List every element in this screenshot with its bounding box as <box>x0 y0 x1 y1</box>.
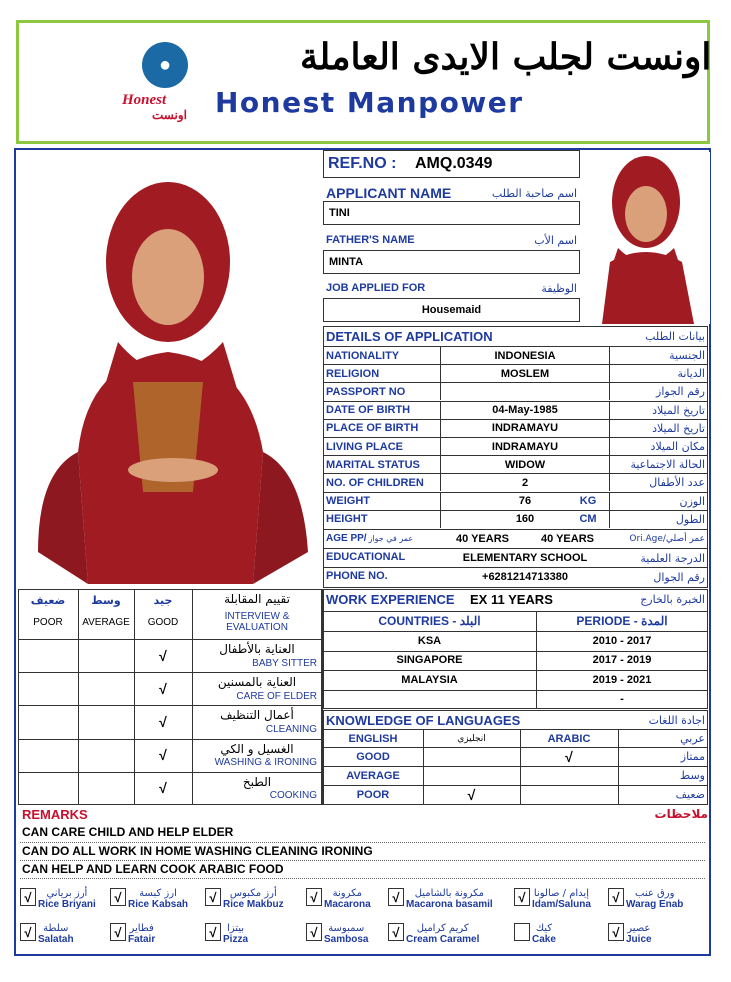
average-header-ar: وسط <box>91 593 121 607</box>
food-item <box>205 923 248 945</box>
detail-value: 2 <box>440 473 610 491</box>
food-label <box>324 923 368 945</box>
remark-divider <box>20 842 705 843</box>
detail-value: 76 <box>440 492 610 510</box>
detail-label: NATIONALITY <box>323 346 440 364</box>
remark-line-3: CAN HELP AND LEARN COOK ARABIC FOOD <box>22 862 284 876</box>
food-checkbox[interactable]: √ <box>388 888 404 906</box>
arabic-mark <box>520 766 618 785</box>
detail-label: PASSPORT NO <box>323 382 440 400</box>
food-item <box>608 888 683 910</box>
poor-header-ar: ضعيف <box>30 593 66 607</box>
applicant-name-label: APPLICANT NAME <box>326 185 452 201</box>
english-header-ar: انجليزي <box>457 733 486 744</box>
food-label-en: Macarona <box>324 899 371 910</box>
age-original-value: 40 YEARS <box>541 533 594 545</box>
remark-divider <box>20 878 705 879</box>
detail-value: 04-May-1985 <box>440 401 610 419</box>
food-item <box>608 923 652 945</box>
interview-header: INTERVIEW & EVALUATION <box>224 611 290 633</box>
food-label <box>626 888 683 910</box>
age-label: AGE PP/ عمر في جواز <box>326 532 414 544</box>
food-item <box>514 923 556 945</box>
experience-country: KSA <box>417 634 442 647</box>
food-label-ar: ارز كبسة <box>139 888 177 899</box>
title-arabic: اونست لجلب الايدى العاملة <box>300 36 712 78</box>
detail-label: WEIGHT <box>323 492 440 510</box>
details-label-ar: بيانات الطلب <box>645 329 705 343</box>
english-mark <box>423 747 520 766</box>
applicant-name-value: TINI <box>329 207 350 219</box>
detail-label: MARITAL STATUS <box>323 455 440 473</box>
food-label-en: Rice Makbuz <box>223 899 284 910</box>
skill-label: BABY SITTER <box>252 657 317 669</box>
detail-label-ar: تاريخ الميلاد <box>610 419 708 437</box>
good-header: GOOD <box>147 616 179 628</box>
skill-label-ar: الطبخ <box>242 774 272 789</box>
detail-label-ar: الطول <box>610 510 708 528</box>
language-level: AVERAGE <box>346 769 400 782</box>
food-label-ar: سلطة <box>43 923 69 934</box>
food-label <box>38 923 74 945</box>
food-item <box>205 888 284 910</box>
experience-period: - <box>620 693 624 705</box>
ref-value: AMQ.0349 <box>415 155 493 172</box>
job-label: JOB APPLIED FOR <box>326 282 426 294</box>
language-level-ar: وسط <box>680 769 705 782</box>
logo-text-ar: اونست <box>152 108 187 122</box>
detail-label-ar: الديانة <box>610 364 708 382</box>
food-item <box>110 888 188 910</box>
arabic-header-ar: عربي <box>680 732 705 745</box>
food-label-ar: عصير <box>627 923 651 934</box>
food-item <box>388 888 493 910</box>
food-item <box>20 888 96 910</box>
food-label-ar: بيتزا <box>226 923 245 934</box>
food-checkbox[interactable]: √ <box>514 888 530 906</box>
evaluation-mark: √ <box>159 647 167 664</box>
remark-divider <box>20 860 705 861</box>
food-label-en: Cake <box>532 934 556 945</box>
skill-label: CARE OF ELDER <box>236 690 317 702</box>
food-label-en: Rice Briyani <box>38 899 96 910</box>
experience-period: 2010 - 2017 <box>592 634 652 647</box>
evaluation-mark: √ <box>159 713 167 730</box>
remark-line-2: CAN DO ALL WORK IN HOME WASHING CLEANING IRONING <box>22 844 373 858</box>
skill-label-ar: العناية بالمسنين <box>217 675 297 690</box>
phone-value: +6281214713380 <box>482 571 568 583</box>
age-label-ar: Ori.Age/عمر أصلي <box>629 534 705 544</box>
food-label <box>406 888 493 910</box>
detail-label: HEIGHT <box>323 510 440 528</box>
food-label-en: Fatair <box>128 934 156 945</box>
table-divider <box>323 729 708 730</box>
food-item <box>306 923 368 945</box>
experience-country: MALAYSIA <box>401 673 458 686</box>
food-label-en: Rice Kabsah <box>128 899 189 910</box>
food-checkbox[interactable]: √ <box>205 888 221 906</box>
food-label-ar: فطاير <box>129 923 154 934</box>
food-item <box>20 923 74 945</box>
food-label <box>626 923 652 945</box>
food-checkbox[interactable]: √ <box>608 923 624 941</box>
food-item <box>388 923 479 945</box>
detail-label: DATE OF BIRTH <box>323 401 440 419</box>
food-label-ar: كيك <box>535 923 553 934</box>
food-checkbox[interactable]: √ <box>20 923 36 941</box>
applicant-photo-small <box>582 152 710 324</box>
countries-header: COUNTRIES - البلد <box>378 614 481 628</box>
detail-label-ar: الوزن <box>610 492 708 510</box>
food-label-en: Macarona basamil <box>406 899 493 910</box>
food-label-ar: ورق عنب <box>635 888 675 899</box>
food-label-ar: مكرونة <box>332 888 363 899</box>
edu-label-ar: الدرجة العلمية <box>640 551 705 565</box>
detail-label-ar: تاريخ الميلاد <box>610 401 708 419</box>
language-level: POOR <box>356 788 390 801</box>
language-level-ar: ممتاز <box>680 750 705 763</box>
food-label-ar: مكرونة بالشاميل <box>414 888 485 899</box>
detail-unit: CM <box>579 512 597 525</box>
food-label-en: Sambosa <box>324 934 369 945</box>
food-label <box>532 923 556 945</box>
english-mark: √ <box>467 786 476 803</box>
experience-country: SINGAPORE <box>396 654 463 666</box>
food-label <box>128 888 188 910</box>
remarks-label-ar: ملاحظات <box>654 807 708 821</box>
detail-value: INDONESIA <box>440 346 610 364</box>
skill-label-ar: أعمال التنظيف <box>220 708 294 723</box>
food-checkbox[interactable]: √ <box>110 923 126 941</box>
evaluation-mark: √ <box>159 780 167 797</box>
skill-label: WASHING & IRONING <box>214 757 317 769</box>
food-label-ar: إيدام / صالونا <box>533 888 589 899</box>
experience-value: EX 11 YEARS <box>470 591 553 607</box>
edu-value: ELEMENTARY SCHOOL <box>462 552 588 564</box>
good-header-ar: جيد <box>153 593 173 607</box>
job-value: Housemaid <box>421 304 482 316</box>
food-label-ar: كريم كراميل <box>416 923 469 934</box>
remark-line-1: CAN CARE CHILD AND HELP ELDER <box>22 825 234 839</box>
globe-logo-icon: ● <box>142 42 188 88</box>
table-divider <box>323 611 708 612</box>
arabic-mark: √ <box>565 748 573 765</box>
food-label-en: Cream Caramel <box>406 934 480 945</box>
experience-label: WORK EXPERIENCE <box>326 591 455 607</box>
food-label <box>223 888 284 910</box>
food-label-en: Idam/Saluna <box>532 899 591 910</box>
food-label <box>532 888 591 910</box>
detail-value <box>440 382 610 400</box>
detail-value: WIDOW <box>440 455 610 473</box>
poor-header: POOR <box>33 616 63 628</box>
food-label-en: Pizza <box>223 934 249 945</box>
english-header: ENGLISH <box>348 732 398 745</box>
skill-label: CLEANING <box>265 723 317 735</box>
evaluation-mark: √ <box>159 680 167 697</box>
detail-label-ar: رقم الجواز <box>610 382 708 400</box>
remarks-label: REMARKS <box>22 807 88 822</box>
food-item <box>110 923 155 945</box>
phone-label: PHONE NO. <box>326 570 388 582</box>
detail-value: INDRAMAYU <box>440 419 610 437</box>
detail-value: INDRAMAYU <box>440 437 610 455</box>
detail-label: NO. OF CHILDREN <box>323 473 440 491</box>
arabic-mark <box>520 785 618 804</box>
detail-label: PLACE OF BIRTH <box>323 419 440 437</box>
food-checkbox[interactable]: √ <box>306 923 322 941</box>
food-label-en: Salatah <box>38 934 74 945</box>
english-mark <box>423 766 520 785</box>
languages-label: KNOWLEDGE OF LANGUAGES <box>326 712 521 728</box>
detail-label-ar: مكان الميلاد <box>610 437 708 455</box>
age-pp-value: 40 YEARS <box>456 533 509 545</box>
food-label-ar: سمبوسة <box>328 923 365 934</box>
food-label <box>128 923 155 945</box>
detail-value: MOSLEM <box>440 364 610 382</box>
food-item <box>306 888 371 910</box>
arabic-header: ARABIC <box>547 732 591 745</box>
food-checkbox[interactable]: √ <box>388 923 404 941</box>
food-label <box>406 923 479 945</box>
detail-label-ar: الجنسية <box>610 346 708 364</box>
skill-label-ar: العناية بالأطفال <box>219 642 295 656</box>
details-label: DETAILS OF APPLICATION <box>326 328 493 344</box>
evaluation-mark: √ <box>159 747 167 764</box>
edu-label: EDUCATIONAL <box>326 551 406 563</box>
ref-label: REF.NO : <box>328 155 397 172</box>
food-checkbox[interactable]: √ <box>306 888 322 906</box>
applicant-name-box <box>323 201 580 225</box>
father-name-label: FATHER'S NAME <box>326 234 415 246</box>
period-header: PERIODE - المدة <box>576 614 668 628</box>
detail-value: 160 <box>440 510 610 528</box>
title-english: Honest Manpower <box>215 86 524 119</box>
language-level-ar: ضعيف <box>675 788 705 801</box>
food-checkbox[interactable]: √ <box>205 923 221 941</box>
skill-label: COOKING <box>269 790 317 802</box>
food-checkbox[interactable] <box>514 923 530 941</box>
job-label-ar: الوظيفة <box>541 281 577 295</box>
table-divider <box>322 589 323 805</box>
food-label <box>324 888 371 910</box>
average-header: AVERAGE <box>82 616 130 628</box>
interview-header-ar: تقييم المقابلة <box>224 592 290 606</box>
applicant-photo-large <box>18 152 320 584</box>
detail-label: RELIGION <box>323 364 440 382</box>
father-name-value: MINTA <box>329 256 364 268</box>
food-item <box>514 888 591 910</box>
logo-text: Honest <box>122 92 167 108</box>
food-label-ar: أرز مكبوس <box>229 888 277 899</box>
food-label <box>38 888 96 910</box>
experience-label-ar: الخبرة بالخارج <box>640 592 705 606</box>
food-label-en: Warag Enab <box>626 899 684 910</box>
experience-period: 2017 - 2019 <box>592 654 652 666</box>
food-label-en: Juice <box>626 934 652 945</box>
food-checkbox[interactable]: √ <box>608 888 624 906</box>
food-checkbox[interactable]: √ <box>20 888 36 906</box>
detail-unit: KG <box>579 494 597 507</box>
languages-label-ar: اجادة اللغات <box>648 713 705 727</box>
food-label-ar: أرز برياني <box>46 888 88 899</box>
experience-period: 2019 - 2021 <box>592 673 652 686</box>
detail-label-ar: عدد الأطفال <box>610 473 708 491</box>
detail-label-ar: الحالة الاجتماعية <box>610 455 708 473</box>
father-name-label-ar: اسم الأب <box>534 233 577 247</box>
food-checkbox[interactable]: √ <box>110 888 126 906</box>
skill-label-ar: الغسيل و الكي <box>220 741 294 756</box>
applicant-name-label-ar: اسم صاحبة الطلب <box>491 186 577 200</box>
food-label <box>223 923 248 945</box>
detail-label: LIVING PLACE <box>323 437 440 455</box>
phone-label-ar: رقم الجوال <box>653 570 705 584</box>
language-level: GOOD <box>356 750 390 763</box>
experience-country <box>323 690 536 709</box>
